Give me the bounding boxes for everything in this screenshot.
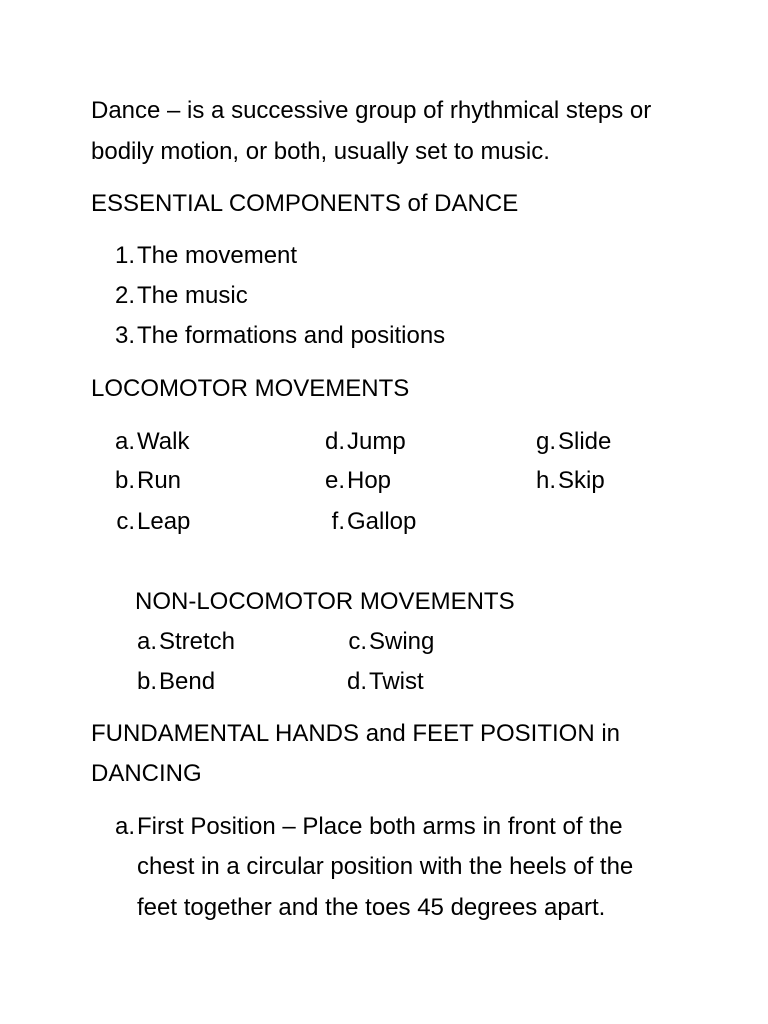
list-item-text: Swing [369, 628, 435, 655]
list-item-text: Stretch [159, 628, 236, 655]
list-item-text: Gallop [347, 508, 417, 535]
list-marker: c. [348, 628, 367, 655]
locomotor-item [323, 426, 406, 458]
list-marker: a. [136, 628, 157, 655]
essential-item [113, 240, 297, 272]
locomotor-item [534, 426, 611, 458]
list-marker: d. [346, 668, 367, 695]
list-marker: f. [331, 508, 345, 535]
fundamental-heading-line-2: DANCING [91, 760, 202, 787]
list-item-text: Leap [137, 508, 191, 535]
non-locomotor-item [345, 666, 424, 698]
list-item-text: Twist [369, 668, 424, 695]
fundamental-item-continuation: feet together and the toes 45 degrees apart. [137, 894, 606, 921]
essential-item [113, 320, 445, 352]
list-item-text: The music [137, 282, 248, 309]
essential-heading: ESSENTIAL COMPONENTS of DANCE [91, 190, 519, 217]
list-item-text: Slide [558, 428, 612, 455]
locomotor-item [323, 506, 416, 538]
list-marker: 2. [114, 282, 135, 309]
list-marker: e. [324, 467, 345, 494]
list-item-text: Bend [159, 668, 216, 695]
list-marker: d. [324, 428, 345, 455]
list-item-text: Walk [137, 428, 190, 455]
list-marker: a. [114, 813, 135, 840]
intro-line-1: Dance – is a successive group of rhythmical steps or [91, 97, 652, 124]
locomotor-item [534, 465, 605, 497]
list-marker: g. [535, 428, 556, 455]
list-marker: c. [116, 508, 135, 535]
list-item-text: The movement [137, 242, 298, 269]
essential-item [113, 280, 248, 312]
list-marker: 3. [114, 322, 135, 349]
non-locomotor-item [135, 666, 215, 698]
fundamental-item-continuation: chest in a circular position with the heels of the [137, 853, 634, 880]
fundamental-heading-line-1: FUNDAMENTAL HANDS and FEET POSITION in [91, 720, 620, 747]
non-locomotor-item [345, 626, 434, 658]
list-item-text: The formations and positions [137, 322, 446, 349]
non-locomotor-heading: NON-LOCOMOTOR MOVEMENTS [135, 588, 515, 615]
locomotor-item [323, 465, 391, 497]
list-marker: a. [114, 428, 135, 455]
locomotor-item [113, 465, 181, 497]
list-item-text: Skip [558, 467, 605, 494]
list-marker: 1. [114, 242, 135, 269]
list-marker: b. [114, 467, 135, 494]
non-locomotor-item [135, 626, 235, 658]
list-marker: b. [136, 668, 157, 695]
list-item-text: Jump [347, 428, 406, 455]
locomotor-item [113, 426, 189, 458]
list-item-text: First Position – Place both arms in front of the [137, 813, 623, 840]
locomotor-heading: LOCOMOTOR MOVEMENTS [91, 375, 410, 402]
locomotor-item [113, 506, 190, 538]
intro-line-2: bodily motion, or both, usually set to music. [91, 138, 550, 165]
list-marker: h. [535, 467, 556, 494]
fundamental-item [113, 811, 623, 843]
list-item-text: Hop [347, 467, 392, 494]
list-item-text: Run [137, 467, 182, 494]
